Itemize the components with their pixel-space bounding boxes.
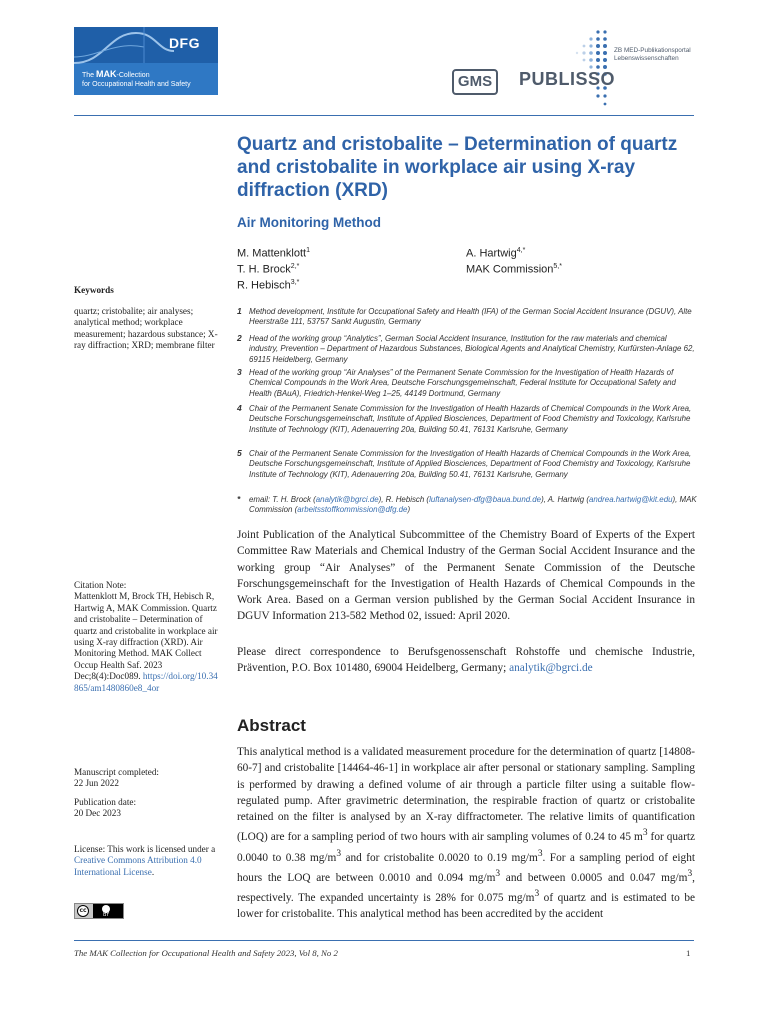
abstract-heading: Abstract bbox=[237, 716, 306, 735]
article-title: Quartz and cristobalite – Determination of quartz and cristobalite in workplace air using X-ray diffraction (XRD) bbox=[237, 134, 678, 201]
gms-logo[interactable]: GMS bbox=[452, 69, 498, 95]
correspondence-email-link[interactable]: analytik@bgrci.de bbox=[509, 662, 593, 675]
citation-text: Mattenklott M, Brock TH, Hebisch R, Hartwig A, MAK Commission. Quartz and cristobalite – Determination of quartz and cristobalite in workplace air using X-ray diffraction (XRD). Air Monitoring Method. MAK Collect Occup Health Saf. 2023 Dec;8(4):Doc089. bbox=[74, 591, 218, 682]
author-emails: * email: T. H. Brock (analytik@bgrci.de), R. Hebisch (luftanalysen-dfg@baua.bund.de), A. Hartwig (andrea.hartwig@kit.edu), MAK Commission (arbeitsstoffkommission@dfg.de) bbox=[237, 494, 697, 515]
citation-note bbox=[74, 580, 222, 694]
logo-line-2: for Occupational Health and Safety bbox=[82, 81, 191, 88]
publisso-logo[interactable]: PUBLISSO bbox=[519, 69, 616, 89]
dfg-logo-text: DFG bbox=[168, 35, 200, 51]
header-divider bbox=[74, 115, 694, 116]
email-link[interactable]: andrea.hartwig@kit.edu bbox=[589, 495, 673, 504]
keywords-list: quartz; cristobalite; air analyses; analytical method; workplace measurement; hazardous substance; X-ray diffraction; XRD; membrane filter bbox=[74, 306, 218, 351]
author: A. Hartwig$^{4,*}$ bbox=[466, 247, 526, 260]
footer-divider bbox=[74, 940, 694, 941]
author: M. Mattenklott$^1$ bbox=[237, 247, 310, 260]
joint-publication-note: Joint Publication of the Analytical Subcommittee of the Chemistry Board of Experts of the Expert Committee Raw Materials and Chemical Industry of the German Social Accident Insurance and the working group “Air Analyses” of the Permanent Senate Commission of the Deutsche Forschungsgemeinschaft for the Investigation of Health Hazards of Chemical Compounds in the Work Area. Based on a German version published by the German Social Accident Insurance in DGUV Information 213-582 Method 02, issued: April 2020. bbox=[237, 529, 695, 623]
zbmed-portal-label: ZB MED-Publikationsportal Lebenswissenschaften bbox=[614, 47, 691, 62]
publication-date: Publication date: 20 Dec 2023 bbox=[74, 797, 137, 819]
email-link[interactable]: luftanalysen-dfg@baua.bund.de bbox=[429, 495, 542, 504]
author: T. H. Brock$^{2,*}$ bbox=[237, 263, 300, 276]
cc-icon: cc bbox=[77, 905, 89, 917]
abstract-text: This analytical method is a validated measurement procedure for the determination of quartz [14808-60-7] and cristobalite [14464-46-1] in workplace air after personal or stationary sampling. Sampling is performed by drawing a defined volume of air through a particle filter using a suitable flow-regulated pump. After gravimetric determination, the respirable fraction of quartz or cristobalite retained on the filter is analysed by an X-ray diffractometer. The relative limits of quantification (LOQ) are for a sampling period of two hours with air sampling volumes of 0.24 to 45 $m^3$ for quartz 0.0040 to 0.38 $mg/m^3$ and for cristobalite 0.0020 to 0.19 $mg/m^3$. For a sampling period of eight hours the LOQ are between 0.0010 and 0.094 $mg/m^3$ and between 0.0005 and 0.047 $mg/m^3$, respectively. The expanded uncertainty is 28% for 0.075 $mg/m^3$ of quartz and is estimated to be lower for cristobalite. This analytical method has been accredited by the accident bbox=[237, 746, 695, 920]
manuscript-completed: Manuscript completed: 22 Jun 2022 bbox=[74, 767, 159, 789]
page-number: 1 bbox=[686, 948, 691, 958]
mak-collection-logo[interactable] bbox=[74, 27, 218, 95]
article-type: Air Monitoring Method bbox=[237, 215, 381, 230]
doi-link[interactable]: https://doi.org/10.34865/am1480860e8_4or bbox=[74, 671, 218, 693]
keywords-heading: Keywords bbox=[74, 285, 114, 295]
author: MAK Commission$^{5,*}$ bbox=[466, 263, 562, 276]
footer-journal-citation: The MAK Collection for Occupational Health and Safety 2023, Vol 8, No 2 bbox=[74, 948, 338, 958]
cc-by-badge-icon[interactable]: cc BY bbox=[74, 903, 124, 919]
license-note: License: This work is licensed under a Creative Commons Attribution 4.0 International License. bbox=[74, 844, 216, 877]
affiliation: 2 Head of the working group “Analytics”, German Social Accident Insurance, Institution for the raw materials and chemical industry, Prevention – Department of Hazardous Substances, Biological Agents and Analytical Chemistry, Kurfürsten-Anlage 62, 69115 Heidelberg, Germany bbox=[237, 333, 695, 364]
correspondence-note: Please direct correspondence to Berufsgenossenschaft Rohstoffe und chemische Industrie, Prävention, P.O. Box 101480, 69004 Heidelberg, Germany; analytik@bgrci.de bbox=[237, 646, 695, 675]
license-link[interactable]: Creative Commons Attribution 4.0 International License bbox=[74, 855, 202, 877]
logo-line-1: The MAK-Collection bbox=[82, 69, 150, 79]
affiliation: 1 Method development, Institute for Occupational Safety and Health (IFA) of the German Social Accident Insurance (DGUV), Alte Heerstraße 111, 53757 Sankt Augustin, Germany bbox=[237, 306, 692, 327]
citation-heading: Citation Note: bbox=[74, 580, 127, 590]
affiliation: 5 Chair of the Permanent Senate Commission for the Investigation of Health Hazards of Chemical Compounds in the Work Area, Deutsche Forschungsgemeinschaft, Institute of Applied Biosciences, Department of Food Chemistry and Toxicology, Karlsruhe Institute of Technology (KIT), Adenauerring 20a, Building 50.41, 76131 Karlsruhe, Germany bbox=[237, 448, 692, 479]
affiliation: 4 Chair of the Permanent Senate Commission for the Investigation of Health Hazards of Chemical Compounds in the Work Area, Deutsche Forschungsgemeinschaft, Institute of Applied Biosciences, Department of Food Chemistry and Toxicology, Karlsruhe Institute of Technology (KIT), Adenauerring 20a, Building 50.41, 76131 Karlsruhe, Germany bbox=[237, 403, 692, 434]
email-link[interactable]: arbeitsstoffkommission@dfg.de bbox=[297, 505, 408, 515]
affiliation: 3 Head of the working group “Air Analyses” of the Permanent Senate Commission for the Investigation of Health Hazards of Chemical Compounds in the Work Area, Deutsche Forschungsgemeinschaft, Federal Institute for Occupational Safety and Health (BAuA), Friedrich-Henkel-Weg 1–25, 44149 Dortmund, Germany bbox=[237, 367, 676, 398]
author: R. Hebisch$^{3,*}$ bbox=[237, 279, 300, 292]
email-link[interactable]: analytik@bgrci.de bbox=[315, 495, 379, 504]
